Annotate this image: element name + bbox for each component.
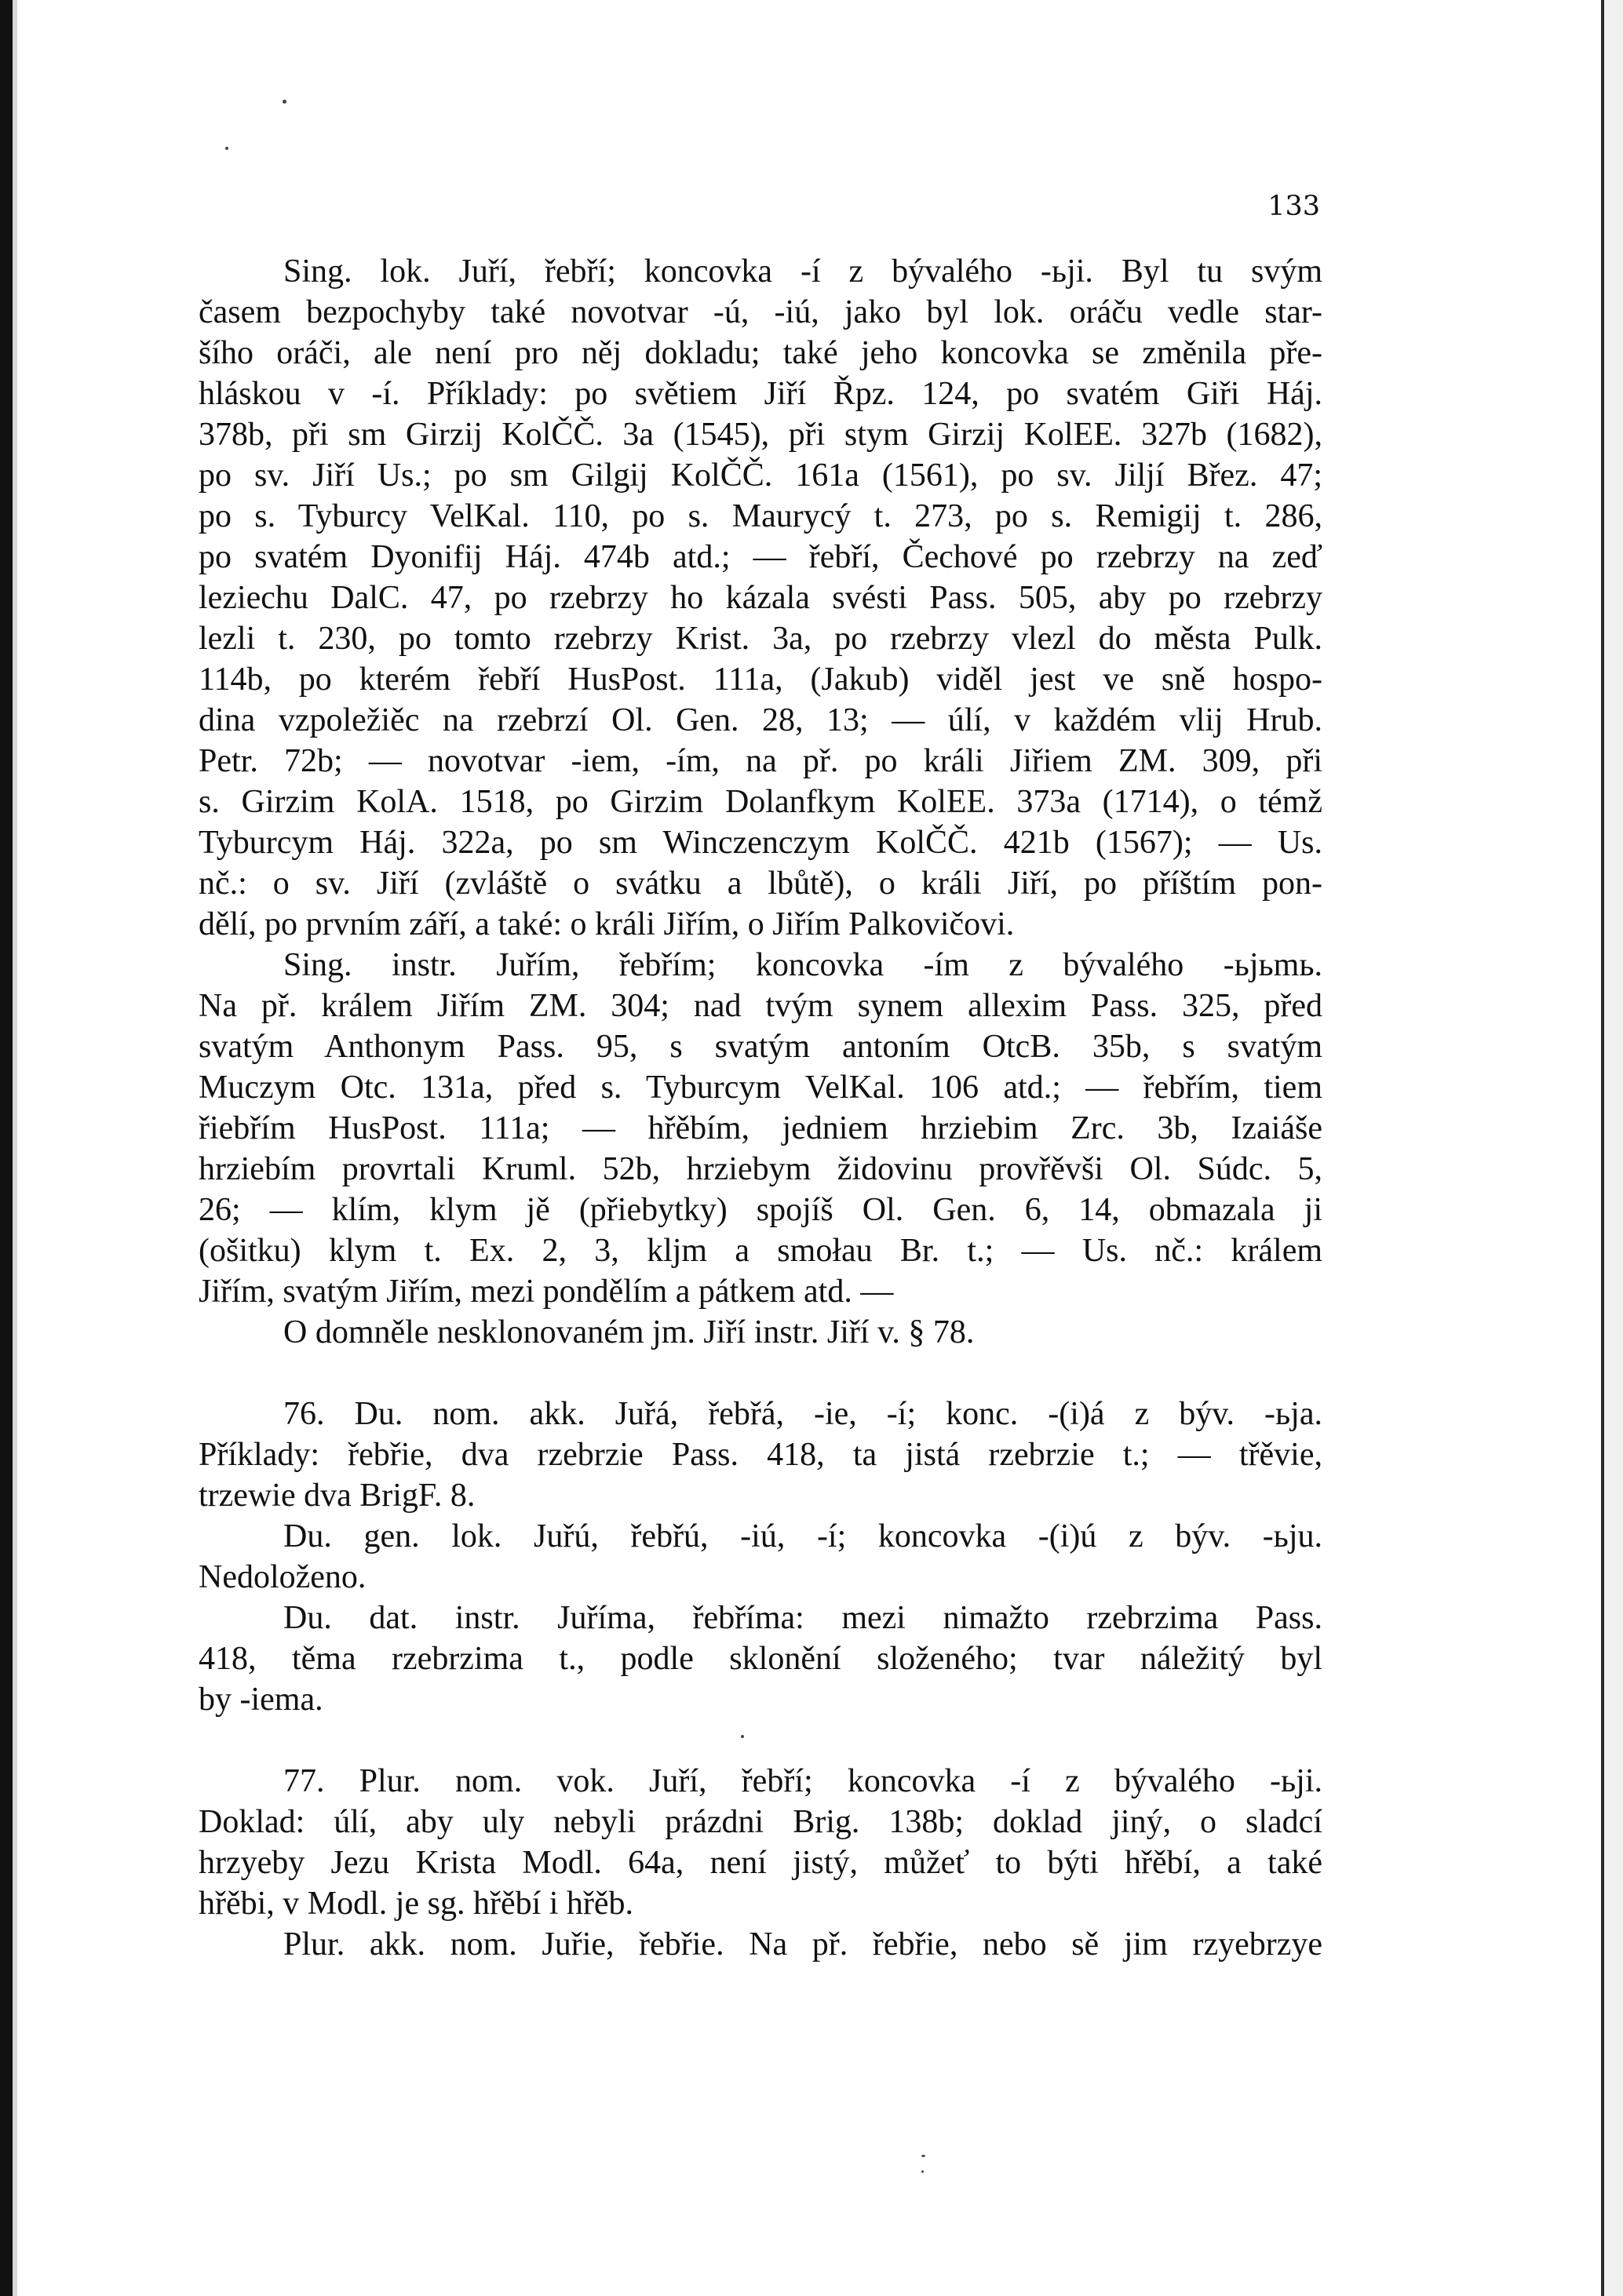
- text-line: hrzyeby Jezu Krista Modl. 64a, není jistý, můžeť to býti hřěbí, a také: [199, 1845, 1322, 1881]
- text-line: 418, těma rzebrzima t., podle sklonění složeného; tvar náležitý byl: [199, 1641, 1322, 1677]
- text-line: leziechu DalC. 47, po rzebrzy ho kázala svésti Pass. 505, aby po rzebrzy: [199, 580, 1322, 616]
- text-line: nč.: o sv. Jiří (zvláště o svátku a lbůtě), o králi Jiří, po příštím pon-: [199, 866, 1322, 902]
- paragraph-gap: [199, 1720, 1322, 1761]
- text-line: trzewie dva BrigF. 8.: [199, 1478, 476, 1514]
- text-line: po s. Tyburcy VelKal. 110, po s. Maurycý t. 273, po s. Remigij t. 286,: [199, 498, 1322, 534]
- text-line: s. Girzim KolA. 1518, po Girzim Dolanfkym KolEE. 373a (1714), o témž: [199, 784, 1322, 820]
- text-line: (ošitku) klym t. Ex. 2, 3, kljm a smołau Br. t.; — Us. nč.: králem: [199, 1233, 1322, 1269]
- text-line: hřěbi, v Modl. je sg. hřěbí i hřěb.: [199, 1886, 634, 1922]
- text-line: O domněle nesklonovaném jm. Jiří instr. Jiří v. § 78.: [283, 1314, 975, 1350]
- text-line: řiebřím HusPost. 111a; — hřěbím, jedniem hrziebim Zrc. 3b, Izaiáše: [199, 1110, 1322, 1146]
- text-line: Na př. králem Jiřím ZM. 304; nad tvým synem allexim Pass. 325, před: [199, 988, 1322, 1024]
- page-number: 133: [1267, 191, 1320, 222]
- scan-speck: [921, 2170, 924, 2173]
- text-line: hrziebím provrtali Kruml. 52b, hrziebym židovinu provřěvši Ol. Súdc. 5,: [199, 1151, 1322, 1187]
- text-line: dělí, po prvním září, a také: o králi Jiřím, o Jiřím Palkovičovi.: [199, 906, 1015, 942]
- text-line: dina vzpoležiěc na rzebrzí Ol. Gen. 28, 13; — úlí, v každém vlij Hrub.: [199, 702, 1322, 738]
- paragraph-gap: [199, 1353, 1322, 1394]
- scan-left-border: [0, 0, 13, 2296]
- text-line: šího oráči, ale není pro něj dokladu; také jeho koncovka se změnila pře-: [199, 335, 1322, 371]
- text-line: 76. Du. nom. akk. Juřá, řebřá, -ie, -í; konc. -(i)á z býv. -ьja.: [283, 1396, 1322, 1432]
- text-line: Muczym Otc. 131a, před s. Tyburcym VelKal. 106 atd.; — řebřím, tiem: [199, 1070, 1322, 1106]
- scan-right-margin: [1604, 0, 1623, 2296]
- text-line: 77. Plur. nom. vok. Juří, řebří; koncovka -í z bývalého -ьji.: [283, 1763, 1322, 1799]
- text-line: Sing. instr. Juřím, řebřím; koncovka -ím z bývalého -ьjьmь.: [283, 947, 1322, 983]
- text-line: lezli t. 230, po tomto rzebrzy Krist. 3a, po rzebrzy vlezl do města Pulk.: [199, 621, 1322, 657]
- scan-speck: [741, 1735, 744, 1738]
- text-line: svatým Anthonym Pass. 95, s svatým antoním OtcB. 35b, s svatým: [199, 1029, 1322, 1065]
- scan-speck: [921, 2155, 925, 2157]
- text-line: Plur. akk. nom. Juřie, řebřie. Na př. řebřie, nebo sě jim rzyebrzye: [283, 1926, 1322, 1963]
- text-line: po sv. Jiří Us.; po sm Gilgij KolČČ. 161a (1561), po sv. Jiljí Břez. 47;: [199, 457, 1322, 494]
- text-line: Petr. 72b; — novotvar -iem, -ím, na př. po králi Jiřiem ZM. 309, při: [199, 743, 1322, 779]
- scan-speck: [225, 147, 228, 150]
- text-line: Tyburcym Háj. 322a, po sm Winczenczym KolČČ. 421b (1567); — Us.: [199, 825, 1322, 861]
- text-line: 114b, po kterém řebří HusPost. 111a, (Jakub) viděl jest ve sně hospo-: [199, 661, 1322, 698]
- text-line: Doklad: úlí, aby uly nebyli prázdni Brig. 138b; doklad jiný, o sladcí: [199, 1804, 1322, 1840]
- text-line: Sing. lok. Juří, řebří; koncovka -í z bývalého -ьji. Byl tu svým: [283, 253, 1322, 290]
- text-line: Jiřím, svatým Jiřím, mezi pondělím a pátkem atd. —: [199, 1274, 894, 1310]
- text-line: Nedoloženo.: [199, 1559, 367, 1595]
- body-text: [199, 251, 1322, 1965]
- text-line: Příklady: řebřie, dva rzebrzie Pass. 418, ta jistá rzebrzie t.; — třěvie,: [199, 1437, 1322, 1473]
- text-line: Du. gen. lok. Juřú, řebřú, -iú, -í; koncovka -(i)ú z býv. -ьju.: [283, 1518, 1322, 1554]
- text-line: by -iema.: [199, 1682, 323, 1718]
- text-line: 26; — klím, klym jě (přiebytky) spojíš Ol. Gen. 6, 14, obmazala ji: [199, 1192, 1322, 1228]
- scan-speck: [283, 100, 286, 104]
- text-line: Du. dat. instr. Juříma, řebříma: mezi nimažto rzebrzima Pass.: [283, 1600, 1322, 1636]
- text-line: časem bezpochyby také novotvar -ú, -iú, jako byl lok. oráču vedle star-: [199, 294, 1322, 330]
- text-line: po svatém Dyonifij Háj. 474b atd.; — řebří, Čechové po rzebrzy na zeď: [199, 539, 1322, 575]
- text-line: 378b, při sm Girzij KolČČ. 3a (1545), při stym Girzij KolEE. 327b (1682),: [199, 417, 1322, 453]
- scan-left-shadow: [13, 0, 17, 2296]
- text-line: hláskou v -í. Příklady: po světiem Jiří Řpz. 124, po svatém Giři Háj.: [199, 376, 1322, 412]
